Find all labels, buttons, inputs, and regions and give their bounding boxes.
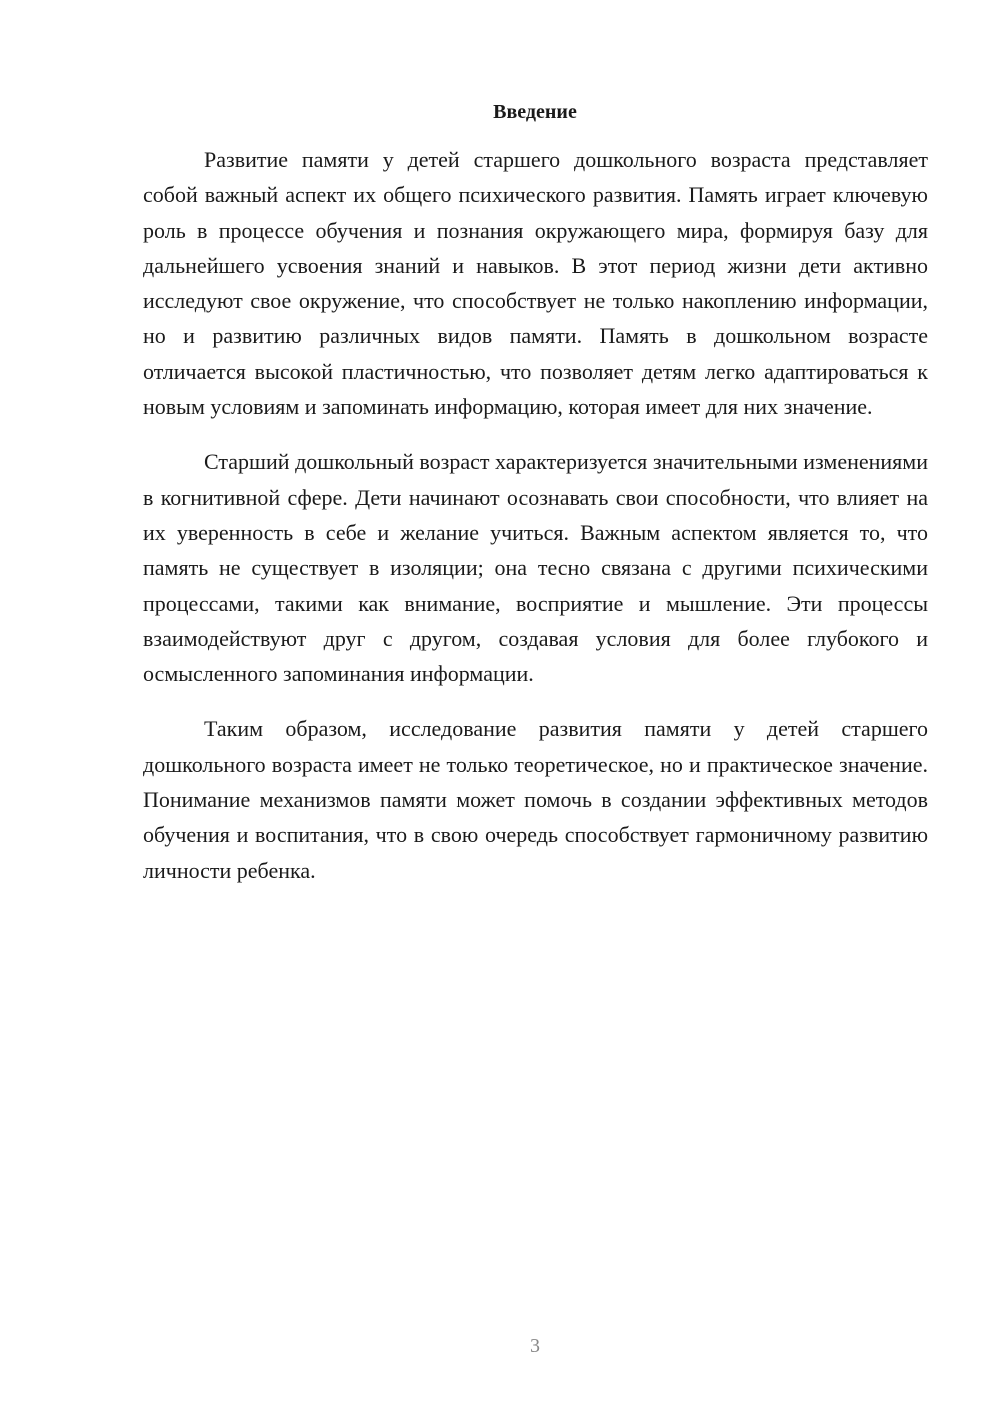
paragraph-3: Таким образом, исследование развития памяти у детей старшего дошкольного возраста имеет не только теоретическое, но и практическое значение. Понимание механизмов памяти может помочь в создании эффективных методов обучения и воспитания, что в свою очередь способствует гармоничному развитию личности ребенка. xyxy=(143,716,928,883)
section-heading: Введение xyxy=(493,101,577,123)
paragraph-1: Развитие памяти у детей старшего дошкольного возраста представляет собой важный аспект их общего психического развития. Память играет ключевую роль в процессе обучения и познания окружающего мира, формируя базу для дальнейшего усвоения знаний и навыков. В этот период жизни дети активно исследуют свое окружение, что способствует не только накоплению информации, но и развитию различных видов памяти. Память в дошкольном возрасте отличается высокой пластичностью, что позволяет детям легко адаптироваться к новым условиям и запоминать информацию, которая имеет для них значение. xyxy=(143,147,928,420)
paragraph-2: Старший дошкольный возраст характеризуется значительными изменениями в когнитивной сфере. Дети начинают осознавать свои способности, что влияет на их уверенность в себе и желание учиться. Важным аспектом является то, что память не существует в изоляции; она тесно связана с другими психическими процессами, такими как внимание, восприятие и мышление. Эти процессы взаимодействуют друг с другом, создавая условия для более глубокого и осмысленного запоминания информации. xyxy=(143,449,928,687)
page-number: 3 xyxy=(530,1335,540,1357)
body-text xyxy=(143,142,928,908)
